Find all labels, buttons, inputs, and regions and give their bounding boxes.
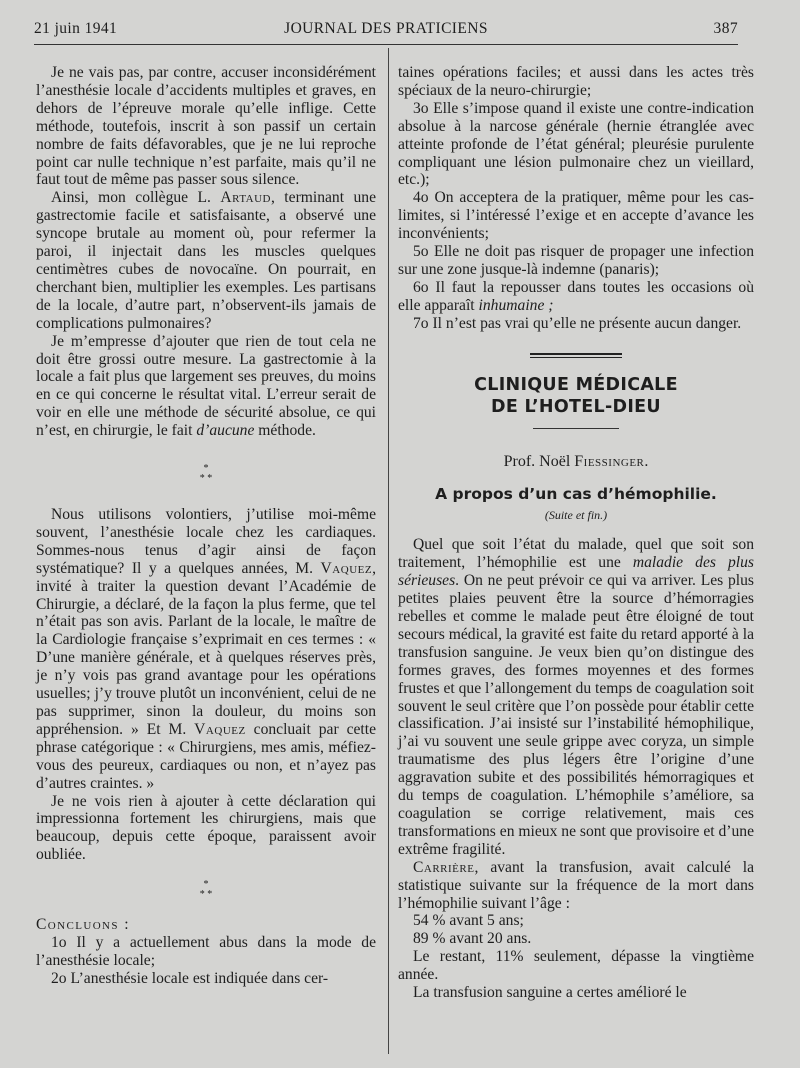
header-date: 21 juin 1941 — [34, 20, 118, 37]
title-rule — [533, 428, 619, 429]
list-item: 1o Il y a actuellement abus dans la mode de l’anesthésie locale; — [36, 934, 376, 969]
page-number: 387 — [713, 20, 738, 37]
author-name: Vaquez — [194, 720, 246, 738]
list-item: 5o Elle ne doit pas risquer de propager une infection sur une zone jusque-là indemne (panaris); — [398, 243, 754, 278]
article-title: A propos d’un cas d’hémophilie. — [435, 484, 717, 503]
section-title: CLINIQUE MÉDICALE DE L’HOTEL-DIEU — [474, 374, 678, 417]
section-double-rule — [530, 353, 622, 358]
list-item: 7o Il n’est pas vrai qu’elle ne présente aucun danger. — [413, 314, 742, 332]
paragraph: Nous utilisons volontiers, j’utilise moi-même souvent, l’anesthésie locale chez les cardiaques. Sommes-nous tenus d’agir ainsi de façon systématique? Il y a quelques années, M. Vaquez, invité à traiter la question devant l’Académie de Chirurgie, a déclaré, de la façon la plus ferme, que tel n’était pas son avis. Parlant de la locale, le maître de la Cardiologie française s’exprimait en ces termes : « D’une manière générale, et à quelques réserves près, je n’y vois pas grand avantage pour les opérations usuelles; j’y trouve plutôt un inconvénient, celui de ne pas supprimer, sinon la douleur, du moins son appréhension. » Et M. Vaquez concluait par cette phrase catégorique : « Chirurgiens, mes amis, méfiez-vous des peureux, cardiaques ou non, et n’ayez pas d’autres craintes. » — [36, 506, 376, 792]
paragraph: Carrière, avant la transfusion, avait calculé la statistique suivante sur la fréquence de la mort dans l’hémophilie suivant l’âge : — [398, 858, 754, 912]
emphasis: inhumaine ; — [478, 296, 554, 314]
author-name: Vaquez — [320, 559, 373, 577]
statistic-line: 89 % avant 20 ans. — [413, 930, 532, 948]
paragraph: La transfusion sanguine a certes amélioré le — [413, 984, 687, 1002]
section-separator-stars: * * * — [199, 463, 213, 485]
statistic-line: 54 % avant 5 ans; — [413, 912, 524, 930]
list-item: 3o Elle s’impose quand il existe une contre-indication absolue à la narcose générale (hernie étranglée avec atteinte profonde de l’état général; pleurésie purulente compliquant une lésion pulmonaire chez un vieillard, etc.); — [398, 99, 754, 189]
paragraph: Je ne vais pas, par contre, accuser inconsidérément l’anesthésie locale d’accidents multiples et graves, en dehors de l’épreuve morale qu’elle inflige. Cette méthode, toutefois, inscrit à son passif un certain nombre de faits défavorables, que je ne lui reproche point car nulle technique n’est parfaite, mais qu’il ne faut tout de même pas passer sous silence. — [36, 64, 376, 189]
author-name: Artaud — [220, 189, 271, 207]
column-divider — [388, 48, 389, 1054]
section-separator-stars: * * * — [199, 879, 213, 901]
paragraph: Quel que soit l’état du malade, quel que soit son traitement, l’hémophilie est une maladie des plus sérieuses. On ne peut prévoir ce qui va arriver. Les plus petites plaies peuvent être la source d’hémorragies rebelles et comme le malade peut être éloigné de tout secours médical, la gravité est faite du retard apporté à la transfusion sanguine. Je veux bien qu’on distingue des formes graves, des formes moyennes et des formes frustes et que l’allongement du temps de coagulation soit souvent le seul critère que l’on possède pour établir cette classification. J’ai insisté sur l’instabilité hémophilique, j’ai vu souvent une seule grippe avec coryza, un simple traumatisme des plus légers être l’origine d’une aggravation subite et des possibilités hémorragiques et du temps de coagulation. L’hémophile s’améliore, sa coagulation se corrige relativement, mais ces transformations en mieux ne sont que provisoire et d’une extrême fragilité. — [398, 536, 754, 858]
list-item: 2o L’anesthésie locale est indiquée dans cer- — [51, 969, 329, 987]
paragraph: Ainsi, mon collègue L. Artaud, terminant une gastrectomie facile et satisfaisante, a observé une syncope brutale au moment où, pour refermer la paroi, il injectait dans les muscles quelques centimètres cubes de novocaïne. On pourrait, en cherchant bien, multiplier les exemples. Les partisans de la locale, d’autre part, n’observent-ils jamais de complications pulmonaires? — [36, 189, 377, 332]
emphasis: d’aucune — [196, 422, 255, 440]
paragraph: Je ne vois rien à ajouter à cette déclaration qui impressionna fortement les chirurgiens, mais que beaucoup, depuis cette époque, paraissent avoir oubliée. — [36, 792, 376, 864]
emphasis: maladie des plus sérieuses — [398, 554, 754, 590]
right-column — [398, 64, 754, 1002]
list-item-continuation: taines opérations faciles; et aussi dans les actes très spéciaux de la neuro-chirurgie; — [398, 64, 754, 99]
article-author: Prof. Noël Fiessinger. — [503, 452, 649, 470]
left-column — [36, 64, 376, 988]
list-item: 4o On acceptera de la pratiquer, même pour les cas-limites, si l’intéressé l’exige et en accepte d’avance les inconvénients; — [398, 189, 754, 243]
paragraph: Le restant, 11% seulement, dépasse la vingtième année. — [398, 948, 754, 984]
author-name: Carrière — [413, 858, 475, 876]
conclusions-heading: Concluons : — [36, 916, 130, 934]
paragraph: Je m’empresse d’ajouter que rien de tout cela ne doit être grossi outre mesure. La gastrectomie à la locale a fait plus que largement ses preuves, du moins en ce qui concerne le résultat vital. L’erreur serait de voir en elle une méthode de sécurité absolue, ce qui n’est, en chirurgie, le fait d’aucune méthode. — [36, 332, 376, 440]
article-subtitle: (Suite et fin.) — [544, 507, 608, 522]
header-rule — [34, 44, 738, 45]
running-header — [34, 20, 738, 42]
list-item: 6o Il faut la repousser dans toutes les occasions où elle apparaît inhumaine ; — [398, 278, 754, 314]
journal-title: JOURNAL DES PRATICIENS — [284, 20, 488, 37]
